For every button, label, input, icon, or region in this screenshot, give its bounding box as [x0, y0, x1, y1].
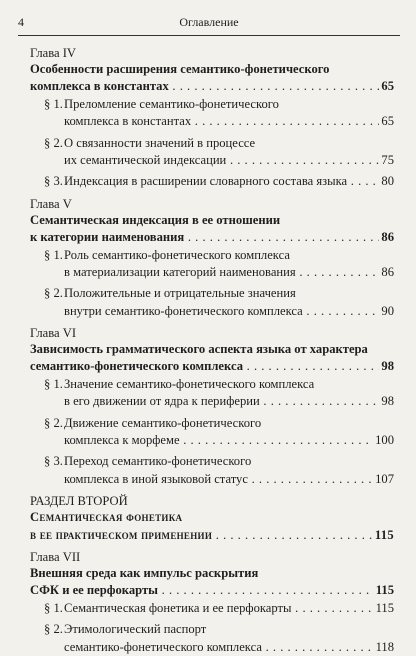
section-title: Значение семантико-фонетического комплекса: [64, 376, 315, 391]
section-entry: [30, 173, 394, 190]
page-ref: 86: [379, 264, 394, 281]
section-number: § 2.: [44, 622, 63, 637]
chapter-title-last-line: СФК и ее перфокарты . . . 115: [30, 582, 394, 599]
section-entry-last-line: в его движении от ядра к периферии . . . 98: [30, 393, 394, 410]
page-ref: 115: [373, 527, 394, 544]
chapter-title: Особенности расширения семантико-фонетического: [30, 62, 330, 76]
part-title: Семантическая фонетика: [30, 510, 183, 525]
section-title: Переход семантико-фонетического: [64, 454, 252, 469]
page-ref: 115: [374, 582, 394, 599]
section-entry-last-line: комплекса в константах . . . 65: [30, 113, 394, 130]
page-ref: 65: [379, 113, 394, 130]
page-ref: 65: [379, 78, 394, 95]
section-entry: [30, 135, 394, 152]
section-entry: [30, 285, 394, 302]
page-ref: 100: [373, 432, 394, 449]
page-ref: 80: [379, 173, 394, 190]
running-header: [18, 15, 400, 33]
section-entry: [30, 453, 394, 470]
table-of-contents: [30, 40, 394, 656]
section-number: § 2.: [44, 415, 63, 430]
chapter-title-last-line: комплекса в константах . . . 65: [30, 78, 394, 95]
page-ref: 115: [374, 600, 394, 617]
page-ref: 98: [379, 393, 394, 410]
section-title: Этимологический паспорт: [64, 622, 207, 637]
chapter-label: Глава VII: [30, 549, 81, 564]
chapter-label: Глава VI: [30, 326, 77, 341]
section-title: Индексация в расширении словарного состава языка . . .: [44, 173, 394, 190]
section-number: § 3.: [44, 174, 63, 189]
chapter-title: Внешняя среда как импульс раскрытия: [30, 565, 259, 580]
header-rule: [18, 35, 400, 36]
chapter-label: Глава IV: [30, 46, 77, 60]
section-title: Роль семантико-фонетического комплекса: [64, 247, 290, 262]
section-entry: [30, 621, 394, 638]
section-number: § 3.: [44, 454, 63, 469]
section-title: О связанности значений в процессе: [64, 135, 256, 150]
section-entry: [30, 376, 394, 393]
section-title: Семантическая фонетика и ее перфокарты . . .: [44, 600, 394, 617]
section-title: Положительные и отрицательные значения: [64, 286, 296, 301]
page-ref: 90: [379, 303, 394, 320]
section-entry: [30, 415, 394, 432]
page-ref: 75: [379, 152, 394, 169]
section-entry-last-line: комплекса к морфеме . . . 100: [30, 432, 394, 449]
part-title-last-line: в ее практическом применении . . . 115: [30, 527, 394, 544]
section-number: § 2.: [44, 135, 63, 150]
chapter-title: Семантическая индексация в ее отношении: [30, 212, 281, 227]
part-label: РАЗДЕЛ ВТОРОЙ: [30, 494, 128, 509]
section-entry-last-line: внутри семантико-фонетического комплекса . . . 90: [30, 303, 394, 320]
section-entry-last-line: семантико-фонетического комплекса . . . 118: [30, 639, 394, 656]
section-number: § 1.: [44, 247, 63, 262]
section-entry-last-line: их семантической индексации . . . 75: [30, 152, 394, 169]
section-number: § 1.: [44, 96, 63, 111]
section-entry-last-line: комплекса в иной языковой статус . . . 107: [30, 471, 394, 488]
section-title: Движение семантико-фонетического: [64, 415, 262, 430]
chapter-title: Зависимость грамматического аспекта языка от характера: [30, 342, 368, 357]
section-entry: [30, 600, 394, 617]
section-number: § 1.: [44, 600, 63, 615]
section-entry-last-line: в материализации категорий наименования . . . 86: [30, 264, 394, 281]
chapter-label: Глава V: [30, 196, 72, 211]
chapter-title-last-line: к категории наименования . . . 86: [30, 229, 394, 246]
page-number: 4: [18, 15, 24, 29]
section-title: Преломление семантико-фонетического: [64, 96, 279, 111]
section-number: § 1.: [44, 376, 63, 391]
chapter-title-last-line: семантико-фонетического комплекса . . . 98: [30, 358, 394, 375]
page-ref: 86: [379, 229, 394, 246]
running-title: Оглавление: [179, 15, 239, 29]
section-number: § 2.: [44, 286, 63, 301]
section-entry: [30, 247, 394, 264]
page-ref: 98: [379, 358, 394, 375]
section-entry: [30, 96, 394, 113]
page-ref: 118: [374, 639, 394, 656]
page-ref: 107: [373, 471, 394, 488]
